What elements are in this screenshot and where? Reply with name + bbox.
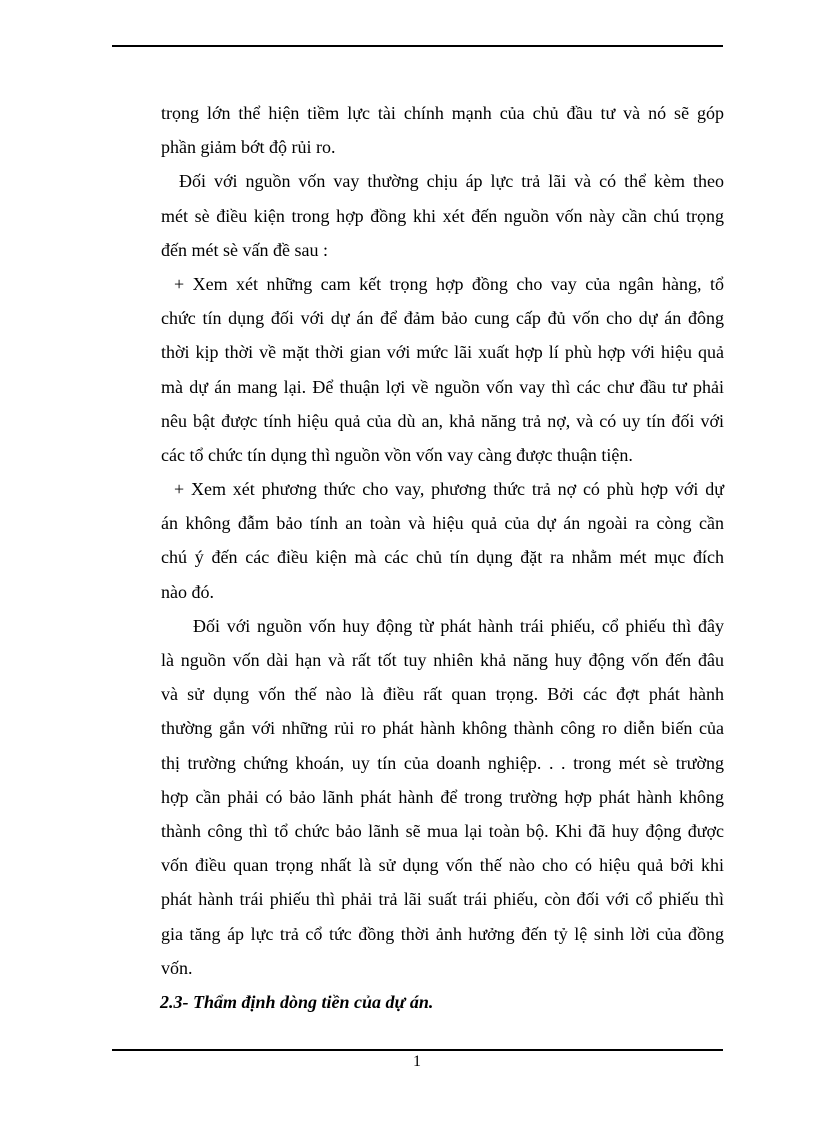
text-line: + Xem xét những cam kết trọng hợp đồng cho vay của ngân hàng, tổ <box>174 273 724 294</box>
text-line: vốn. <box>161 957 193 978</box>
text-line: mà dự án mang lại. Để thuận lợi về nguồn vốn vay thì các chư đầu tư phải <box>161 376 724 397</box>
text-line: vốn điều quan trọng nhất là sử dụng vốn thế nào cho có hiệu quả bởi khi <box>161 855 724 876</box>
text-line: phần giảm bớt độ rủi ro. <box>161 137 336 158</box>
text-line: thị trường chứng khoán, uy tín của doanh nghiệp. . . trong mét sè trường <box>161 752 724 773</box>
text-line: nêu bật được tính hiệu quả của dù an, khả năng trả nợ, và có uy tín đối với <box>161 410 724 431</box>
section-heading: 2.3- Thẩm định dòng tiền của dự án. <box>160 991 434 1012</box>
header-rule <box>112 45 723 47</box>
text-line: + Xem xét phương thức cho vay, phương thức trả nợ có phù hợp với dự <box>174 479 724 500</box>
text-line: đến mét sè vấn đề sau : <box>161 239 328 260</box>
text-line: gia tăng áp lực trả cổ tức đồng thời ảnh hưởng đến tỷ lệ sinh lời của đồng <box>161 923 724 944</box>
text-line: là nguồn vốn dài hạn và rất tốt tuy nhiên khả năng huy động vốn đến đâu <box>161 650 724 670</box>
text-line: án không đẫm bảo tính an toàn và hiệu quả của dự án ngoài ra còng cần <box>161 513 724 534</box>
document-body <box>161 96 724 1019</box>
footer-rule <box>112 1049 723 1051</box>
text-line: chú ý đến các điều kiện mà các chủ tín dụng đặt ra nhằm mét mục đích <box>161 547 724 568</box>
text-line: và sử dụng vốn thế nào là điều rất quan trọng. Bởi các đợt phát hành <box>161 684 724 705</box>
text-line: hợp cần phải có bảo lãnh phát hành để trong trường hợp phát hành không <box>161 786 724 807</box>
text-line: nào đó. <box>161 581 214 602</box>
text-line: mét sè điều kiện trong hợp đồng khi xét đến nguồn vốn này cần chú trọng <box>161 205 724 226</box>
text-line: Đối với nguồn vốn vay thường chịu áp lực trả lãi và có thể kèm theo <box>179 171 724 192</box>
text-line: chức tín dụng đối với dự án để đảm bảo cung cấp đủ vốn cho dự án đông <box>161 308 724 329</box>
text-line: trọng lớn thể hiện tiềm lực tài chính mạnh của chủ đầu tư và nó sẽ góp <box>161 103 724 123</box>
text-line: thời kịp thời về mặt thời gian với mức lãi xuất hợp lí phù hợp với hiệu quả <box>161 342 724 363</box>
text-line: Đối với nguồn vốn huy động từ phát hành trái phiếu, cổ phiếu thì đây <box>193 615 724 636</box>
text-line: các tổ chức tín dụng thì nguồn vồn vốn vay càng được thuận tiện. <box>161 444 633 465</box>
text-line: thường gắn với những rủi ro phát hành không thành công ro diễn biến của <box>161 718 724 739</box>
text-line: phát hành trái phiếu thì phải trả lãi suất trái phiếu, còn đối với cổ phiếu thì <box>161 889 724 910</box>
page-number: 1 <box>413 1053 421 1070</box>
text-line: thành công thì tổ chức bảo lãnh sẽ mua lại toàn bộ. Khi đã huy động được <box>161 820 724 841</box>
